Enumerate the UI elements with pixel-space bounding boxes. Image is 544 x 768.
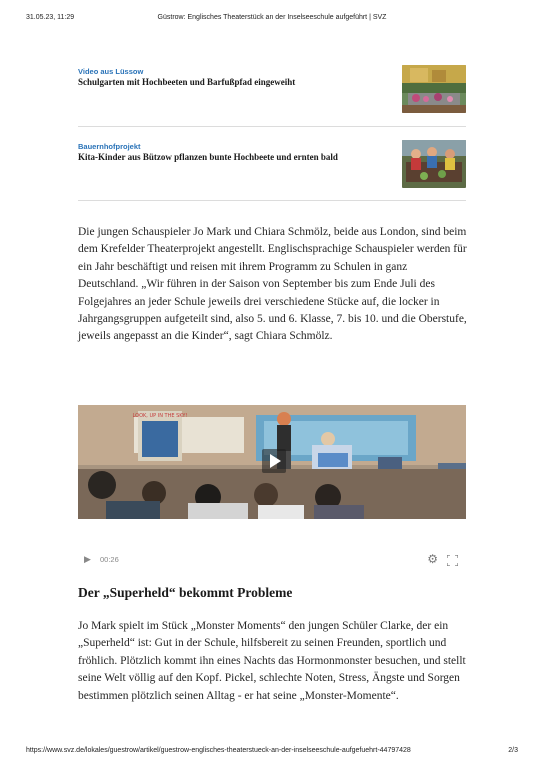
teaser-headline-link[interactable]: Kita-Kinder aus Bützow pflanzen bunte Hochbeete und ernten bald (78, 152, 338, 162)
teaser-kicker: Bauernhofprojekt (78, 142, 141, 151)
teaser-divider (78, 200, 466, 201)
print-url: https://www.svz.de/lokales/guestrow/artikel/guestrow-englisches-theaterstueck-an-der-inselseeschule-aufgefuehrt-44797428 (26, 747, 411, 754)
video-controls (78, 552, 466, 568)
teaser-headline-link[interactable]: Schulgarten mit Hochbeeten und Barfußpfad eingeweiht (78, 77, 296, 87)
play-icon[interactable]: ▶ (84, 554, 91, 564)
gear-icon[interactable]: ⚙ (427, 552, 438, 566)
section-heading: Der „Superheld“ bekommt Probleme (78, 585, 293, 600)
poster-text: LOOK, UP IN THE SKY! (132, 413, 188, 419)
print-page-title: Güstrow: Englisches Theaterstück an der Inselseeschule aufgeführt | SVZ (157, 14, 387, 21)
teaser-kicker: Video aus Lüssow (78, 67, 144, 76)
teaser-divider (78, 126, 466, 127)
print-page-number: 2/3 (508, 747, 518, 754)
fullscreen-icon[interactable] (447, 555, 458, 566)
article-paragraph: Die jungen Schauspieler Jo Mark und Chiara Schmölz, beide aus London, sind beim dem Krefelder Theaterprojekt angestellt. Englischsprachige Schauspieler werden für ein Jahr beschäftigt und reisen mit ihrem Programm zu Schulen in ganz Deutschland. „Wir führen in der Saison von September bis zum Ende Juli des Folgejahres an jeder Schule jeweils drei verschiedene Stücke auf, die locker in Jahrgangsgruppen aufgeteilt sind, also 5. und 6. Klasse, 7. bis 10. und die Oberstufe, jeweils angepasst an die Kinder“, sagt Chiara Schmölz. (78, 226, 467, 343)
kids-garden-photo-icon[interactable] (402, 140, 466, 188)
video-time: 00:26 (100, 555, 119, 564)
video-player[interactable] (78, 405, 466, 519)
garden-photo-icon[interactable] (402, 65, 466, 113)
article-paragraph: Jo Mark spielt im Stück „Monster Moments“ den jungen Schüler Clarke, der ein „Superheld“ ist: Gut in der Schule, hilfsbereit zu seinen Freunden, sportlich und fröhlich. Plötzlich kommt ihn eines Nachts das Hormonmonster besuchen, und stellt seine Welt völlig auf den Kopf. Pickel, schlechte Noten, Stress, Ängste und Sorgen bestimmen plötzlich seinen Alltag - er hat seine „Monster-Momente“. (78, 620, 466, 702)
play-button[interactable] (262, 449, 286, 473)
print-datetime: 31.05.23, 11:29 (26, 14, 75, 21)
